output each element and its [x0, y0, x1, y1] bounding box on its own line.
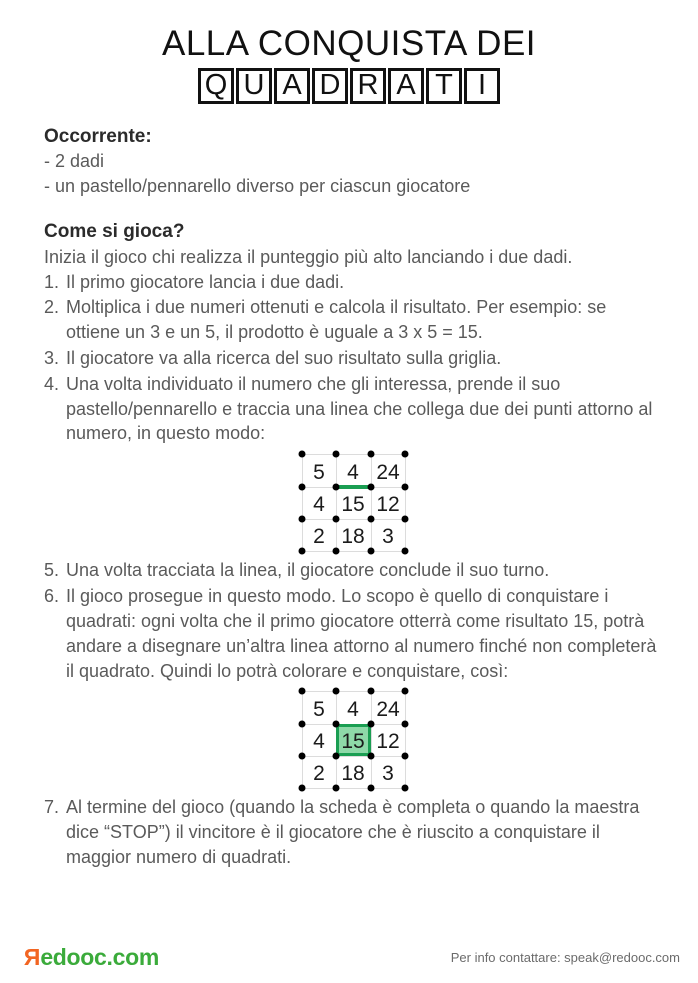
- redooc-logo[interactable]: [24, 944, 159, 971]
- step-number: 6.: [44, 586, 60, 607]
- grid-line-horizontal: [302, 454, 406, 455]
- step-text: Al termine del gioco (quando la scheda è completa o quando la maestra dice “STOP”) il vincitore è il giocatore che è riuscito a conquistare il maggior numero di quadrati.: [66, 797, 640, 868]
- grid-cell-value: 2: [313, 761, 325, 785]
- step-number: 2.: [44, 297, 60, 318]
- grid-cell-value: 15: [341, 492, 365, 516]
- title-line-one: ALLA CONQUISTA DEI: [161, 24, 537, 63]
- grid-dot: [368, 721, 375, 728]
- grid-dot: [299, 548, 306, 555]
- howto-intro: Inizia il gioco chi realizza il punteggio più alto lanciando i due dadi.: [44, 246, 573, 267]
- grid-dot: [333, 484, 340, 491]
- step-text: Il gioco prosegue in questo modo. Lo scopo è quello di conquistare i quadrati: ogni volta che il primo giocatore otterrà come risultato 15, potrà andare a disegnare un’altra linea attorno al numero finché non completerà il quadrato. Quindi lo potrà colorare e conquistare, così:: [66, 586, 657, 681]
- title-letter-box: R: [350, 68, 386, 104]
- grid-cell-value: 2: [313, 524, 325, 548]
- howto-steps-part-one: [44, 270, 664, 447]
- grid-cell-value: 24: [376, 460, 400, 484]
- title-letter-box: T: [426, 68, 462, 104]
- grid-dot: [368, 548, 375, 555]
- materials-section: [44, 124, 664, 199]
- spacer: [44, 199, 664, 219]
- howto-heading: Come si gioca?: [44, 221, 185, 243]
- materials-heading: Occorrente:: [44, 125, 152, 147]
- list-item: [44, 270, 664, 295]
- grid-cell-value: 5: [313, 460, 325, 484]
- grid-line-vertical: [405, 691, 406, 789]
- title-letter-box: U: [236, 68, 272, 104]
- grid-dot: [402, 451, 409, 458]
- grid-cell-value: 18: [341, 524, 365, 548]
- grid-dot: [299, 451, 306, 458]
- spacer: [44, 104, 664, 124]
- grid-dot: [402, 688, 409, 695]
- grid-dot: [368, 484, 375, 491]
- list-item: [44, 558, 664, 583]
- step-text: Moltiplica i due numeri ottenuti e calcola il risultato. Per esempio: se ottiene un 3 e un 5, il prodotto è uguale a 3 x 5 = 15.: [66, 297, 607, 343]
- grid-dot: [368, 688, 375, 695]
- grid-dot: [402, 785, 409, 792]
- grid-dot: [333, 688, 340, 695]
- grid-cell-value: 12: [376, 492, 400, 516]
- grid-line-horizontal: [302, 691, 406, 692]
- grid-cell-value: 12: [376, 729, 400, 753]
- title-boxed-word: [0, 68, 698, 104]
- grid-dot: [368, 785, 375, 792]
- grid-dot: [333, 516, 340, 523]
- grid-cell-value: 4: [347, 460, 359, 484]
- grid-dot: [299, 721, 306, 728]
- title-letter-box: D: [312, 68, 348, 104]
- grid-dot: [299, 753, 306, 760]
- worksheet-content: [0, 104, 698, 870]
- title-letter-box: Q: [198, 68, 234, 104]
- step-number: 4.: [44, 373, 60, 394]
- grid-dot: [368, 753, 375, 760]
- traced-edge-line: [336, 485, 371, 489]
- grid-line-vertical: [405, 454, 406, 552]
- title-letter-box: A: [274, 68, 310, 104]
- grid-dot: [299, 688, 306, 695]
- step-text: Il giocatore va alla ricerca del suo risultato sulla griglia.: [66, 348, 502, 368]
- list-item: [44, 795, 664, 869]
- page-footer: [0, 939, 698, 975]
- grid-dot: [368, 516, 375, 523]
- title-letter-box: A: [388, 68, 424, 104]
- grid-dot: [402, 484, 409, 491]
- grid-dot: [333, 785, 340, 792]
- grid-dot: [333, 753, 340, 760]
- grid-figure: [302, 691, 406, 789]
- step-number: 7.: [44, 797, 60, 818]
- grid-cell-value: 3: [382, 761, 394, 785]
- howto-steps-part-two: [44, 558, 664, 683]
- grid-dot: [333, 721, 340, 728]
- grid-dot: [299, 785, 306, 792]
- step-number: 3.: [44, 348, 60, 368]
- grid-dot: [368, 451, 375, 458]
- grid-cell-value: 4: [313, 492, 325, 516]
- grid-cell-value: 4: [347, 697, 359, 721]
- howto-steps-part-three: [44, 795, 664, 869]
- grid-dot: [299, 516, 306, 523]
- grid-dot: [402, 721, 409, 728]
- title-letter-box: I: [464, 68, 500, 104]
- grid-cell-value: 4: [313, 729, 325, 753]
- logo-wordmark: edooc.com: [40, 943, 160, 970]
- howto-section: [44, 219, 664, 870]
- grid-cell-value: 24: [376, 697, 400, 721]
- grid-dot: [333, 451, 340, 458]
- grid-dot: [402, 516, 409, 523]
- grid-cell-value: 3: [382, 524, 394, 548]
- step-number: 1.: [44, 271, 60, 292]
- grid-figure: [302, 454, 406, 552]
- grid-dot: [333, 548, 340, 555]
- step-text: Il primo giocatore lancia i due dadi.: [66, 271, 345, 292]
- step-number: 5.: [44, 560, 60, 581]
- step-text: Una volta individuato il numero che gli interessa, prende il suo pastello/pennarello e traccia una linea che collega due dei punti attorno al numero, in questo modo:: [66, 373, 653, 444]
- list-item: [44, 372, 664, 446]
- materials-item: - un pastello/pennarello diverso per ciascun giocatore: [44, 176, 471, 197]
- page-title: [0, 0, 698, 104]
- footer-contact-text: Per info contattare: speak@redooc.com: [450, 949, 680, 965]
- grid-cell-value: 5: [313, 697, 325, 721]
- list-item: [44, 584, 664, 683]
- logo-reversed-r-icon: R: [24, 943, 41, 970]
- diagram-traced-line: [44, 454, 664, 552]
- grid-dot: [402, 548, 409, 555]
- list-item: [44, 346, 664, 371]
- diagram-conquered-square: [44, 691, 664, 789]
- grid-dot: [402, 753, 409, 760]
- step-text: Una volta tracciata la linea, il giocatore conclude il suo turno.: [66, 560, 550, 581]
- grid-cell-value: 18: [341, 761, 365, 785]
- materials-item: - 2 dadi: [44, 151, 105, 172]
- list-item: [44, 295, 664, 345]
- grid-cell-value: 15: [341, 729, 365, 753]
- grid-dot: [299, 484, 306, 491]
